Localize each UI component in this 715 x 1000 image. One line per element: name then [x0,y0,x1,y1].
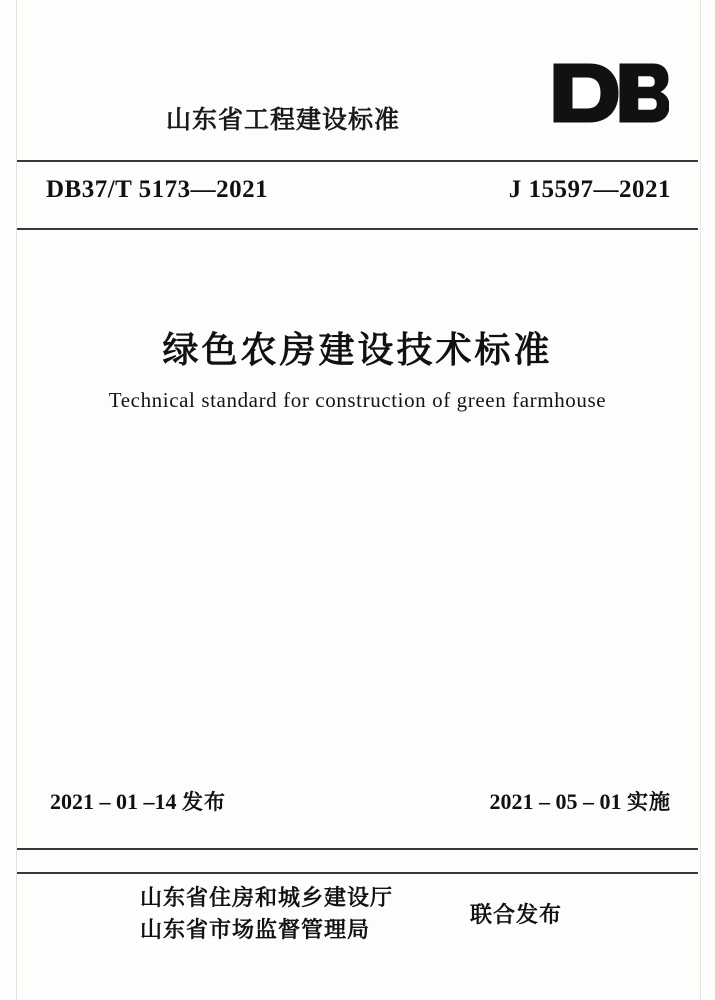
divider-lower [17,848,698,850]
page-title: 绿色农房建设技术标准 [162,329,553,370]
page-right-edge [700,0,701,1000]
divider-middle [17,228,698,230]
cover-header [46,88,675,154]
issuers-section [0,882,715,952]
page-subtitle-english: Technical standard for construction of green farmhouse [108,388,607,412]
series-title: 山东省工程建设标准 [166,106,401,134]
divider-bottom [17,872,698,874]
dates-row [46,786,671,818]
implement-label: 实施 [627,791,671,814]
standard-code: DB37/T 5173—2021 [46,176,269,203]
issuer-item: 山东省市场监督管理局 [140,917,371,942]
implement-date-group [490,786,672,816]
joint-issue-label: 联合发布 [470,902,563,927]
publish-label: 发布 [182,791,226,814]
paper-surface [14,10,701,990]
issuer-item: 山东省住房和城乡建设厅 [140,885,394,910]
issuer-list [140,882,393,946]
implement-date: 2021 – 05 – 01 [489,789,622,814]
db-logo-icon [549,60,669,126]
record-number: J 15597—2021 [508,176,671,203]
page-left-edge [16,0,17,1000]
divider-top [17,160,698,162]
publish-date: 2021 – 01 –14 [50,789,177,814]
standard-number-row [46,176,671,216]
publish-date-group [50,786,226,816]
